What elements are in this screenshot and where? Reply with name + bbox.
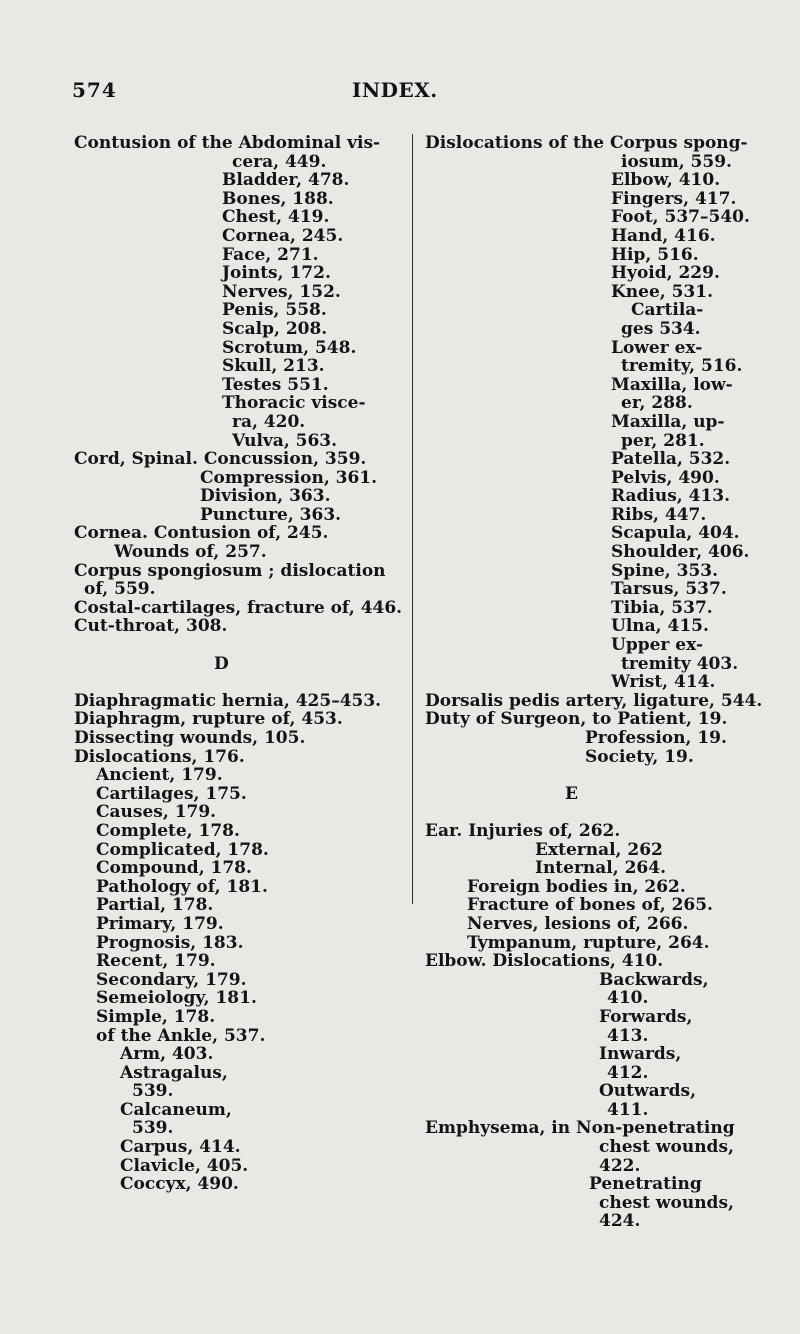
index-entry: chest wounds, [599,1137,734,1158]
index-entry: Complete, 178. [96,820,240,841]
index-entry: Maxilla, up- [611,411,725,432]
index-entry: Calcaneum, [120,1099,232,1120]
section-letter: D [214,653,229,674]
index-entry: Cut-throat, 308. [74,616,228,637]
index-entry: Ear. Injuries of, 262. [425,820,621,841]
index-entry: 539. [132,1118,174,1139]
section-letter: E [565,783,578,804]
index-entry: Joints, 172. [222,263,331,284]
index-entry: Spine, 353. [611,560,719,581]
index-entry: Profession, 19. [585,728,727,748]
index-entry: Cornea, 245. [222,225,344,246]
index-entry: Scrotum, 548. [222,337,357,358]
index-entry: Carpus, 414. [120,1137,241,1158]
index-entry: Duty of Surgeon, to Patient, 19. [425,709,728,730]
index-entry: Pelvis, 490. [611,467,720,488]
index-entry: Scapula, 404. [611,523,740,544]
index-entry: Secondary, 179. [96,969,247,990]
index-entry: Knee, 531. [611,281,714,302]
index-entry: Tarsus, 537. [611,579,727,600]
index-entry: ra, 420. [232,411,306,432]
index-entry: Elbow. Dislocations, 410. [425,951,664,972]
index-entry: of the Ankle, 537. [96,1025,266,1046]
index-entry: Causes, 179. [96,802,217,823]
index-entry: Society, 19. [585,746,694,767]
index-entry: per, 281. [621,430,705,451]
index-entry: Foreign bodies in, 262. [467,876,686,897]
index-entry: Arm, 403. [120,1044,214,1065]
index-entry: Nerves, lesions of, 266. [467,913,689,934]
spacer [74,673,404,692]
index-entry: Pathology of, 181. [96,876,268,897]
index-entry: Ribs, 447. [611,504,707,525]
page-header [0,78,800,106]
index-entry: Bones, 188. [222,188,334,209]
index-column-left [74,134,404,1194]
index-column-right [425,133,763,1232]
index-entry: Wrist, 414. [611,672,716,693]
column-divider [412,134,413,904]
index-entry: Tympanum, rupture, 264. [467,932,710,953]
index-entry: Contusion of the Abdominal vis- [74,133,381,153]
index-entry: Wounds of, 257. [114,542,267,563]
index-entry: ges 534. [621,318,701,339]
index-entry: Emphysema, in Non-penetrating [425,1118,735,1139]
index-entry: Partial, 178. [96,895,214,916]
index-entry: 413. [607,1025,649,1046]
index-entry: Dislocations, 176. [74,746,245,767]
index-entry: Complicated, 178. [96,839,269,860]
index-entry: Nerves, 152. [222,281,341,302]
index-entry: Internal, 264. [535,858,667,879]
index-entry: Thoracic visce- [222,393,366,414]
index-entry: Ancient, 179. [96,765,223,786]
index-entry: Forwards, [599,1006,693,1027]
index-entry: Cartilages, 175. [96,783,247,804]
index-entry: Hip, 516. [611,244,699,265]
index-entry: Penis, 558. [222,300,327,321]
index-entry: Inwards, [599,1044,682,1065]
index-entry: Division, 363. [200,486,331,507]
index-entry: Patella, 532. [611,449,731,470]
index-entry: Fingers, 417. [611,188,737,209]
index-entry: Fracture of bones of, 265. [467,895,713,916]
index-entry: chest wounds, [599,1192,734,1213]
index-entry: 422. [599,1155,641,1176]
spacer [74,636,404,655]
index-entry: Shoulder, 406. [611,542,750,563]
index-entry: Semeiology, 181. [96,988,257,1009]
index-entry: Cartila- [631,300,704,321]
index-entry: Chest, 419. [222,207,330,228]
index-entry: Diaphragmatic hernia, 425–453. [74,690,382,711]
index-entry: 539. [132,1081,174,1102]
index-entry: 411. [607,1099,649,1120]
spacer [425,766,755,785]
page-title: INDEX. [352,78,438,102]
index-entry: Puncture, 363. [200,504,342,525]
index-entry: of, 559. [84,579,156,600]
index-entry: Diaphragm, rupture of, 453. [74,709,343,730]
index-entry: Penetrating [589,1174,702,1195]
index-entry: Dissecting wounds, 105. [74,728,306,748]
index-entry: Dorsalis pedis artery, ligature, 544. [425,690,763,711]
index-entry: Cornea. Contusion of, 245. [74,523,329,544]
index-entry: External, 262 [535,839,663,860]
index-entry: Maxilla, low- [611,374,733,395]
index-entry: Costal-cartilages, fracture of, 446. [74,597,403,618]
index-entry: Testes 551. [222,374,329,395]
index-entry: Outwards, [599,1081,697,1102]
index-entry: 410. [607,988,649,1009]
index-entry: Vulva, 563. [232,430,338,451]
index-entry: Astragalus, [120,1062,228,1083]
index-entry: Hand, 416. [611,225,716,246]
index-entry: Clavicle, 405. [120,1155,249,1176]
index-entry: Foot, 537–540. [611,207,750,228]
index-entry: Dislocations of the Corpus spong- [425,133,748,153]
index-entry: Tibia, 537. [611,597,713,618]
index-entry: Scalp, 208. [222,318,328,339]
index-entry: Radius, 413. [611,486,731,507]
index-entry: Bladder, 478. [222,170,350,191]
index-entry: Elbow, 410. [611,170,721,191]
index-entry: Simple, 178. [96,1006,216,1027]
index-entry: Face, 271. [222,244,319,265]
index-entry: Lower ex- [611,337,703,358]
spacer [425,803,755,822]
index-entry: Backwards, [599,969,709,990]
index-entry: Prognosis, 183. [96,932,244,953]
index-entry: Corpus spongiosum ; dislocation [74,560,386,581]
index-entry: iosum, 559. [621,151,732,172]
index-entry: er, 288. [621,393,693,414]
index-entry: Coccyx, 490. [120,1174,239,1195]
index-entry: Primary, 179. [96,913,224,934]
index-entry: Ulna, 415. [611,616,709,637]
index-entry: Compression, 361. [200,467,378,488]
index-entry: 412. [607,1062,649,1083]
index-entry: 424. [599,1211,641,1232]
index-entry: tremity, 516. [621,356,743,377]
index-entry: Cord, Spinal. Concussion, 359. [74,449,367,470]
index-entry: Upper ex- [611,635,703,656]
index-entry: Skull, 213. [222,356,325,377]
index-entry: tremity 403. [621,653,739,674]
index-entry: cera, 449. [232,151,327,172]
page-number: 574 [72,78,117,102]
index-entry: Recent, 179. [96,951,216,972]
index-entry: Compound, 178. [96,858,252,879]
index-entry: Hyoid, 229. [611,263,720,284]
